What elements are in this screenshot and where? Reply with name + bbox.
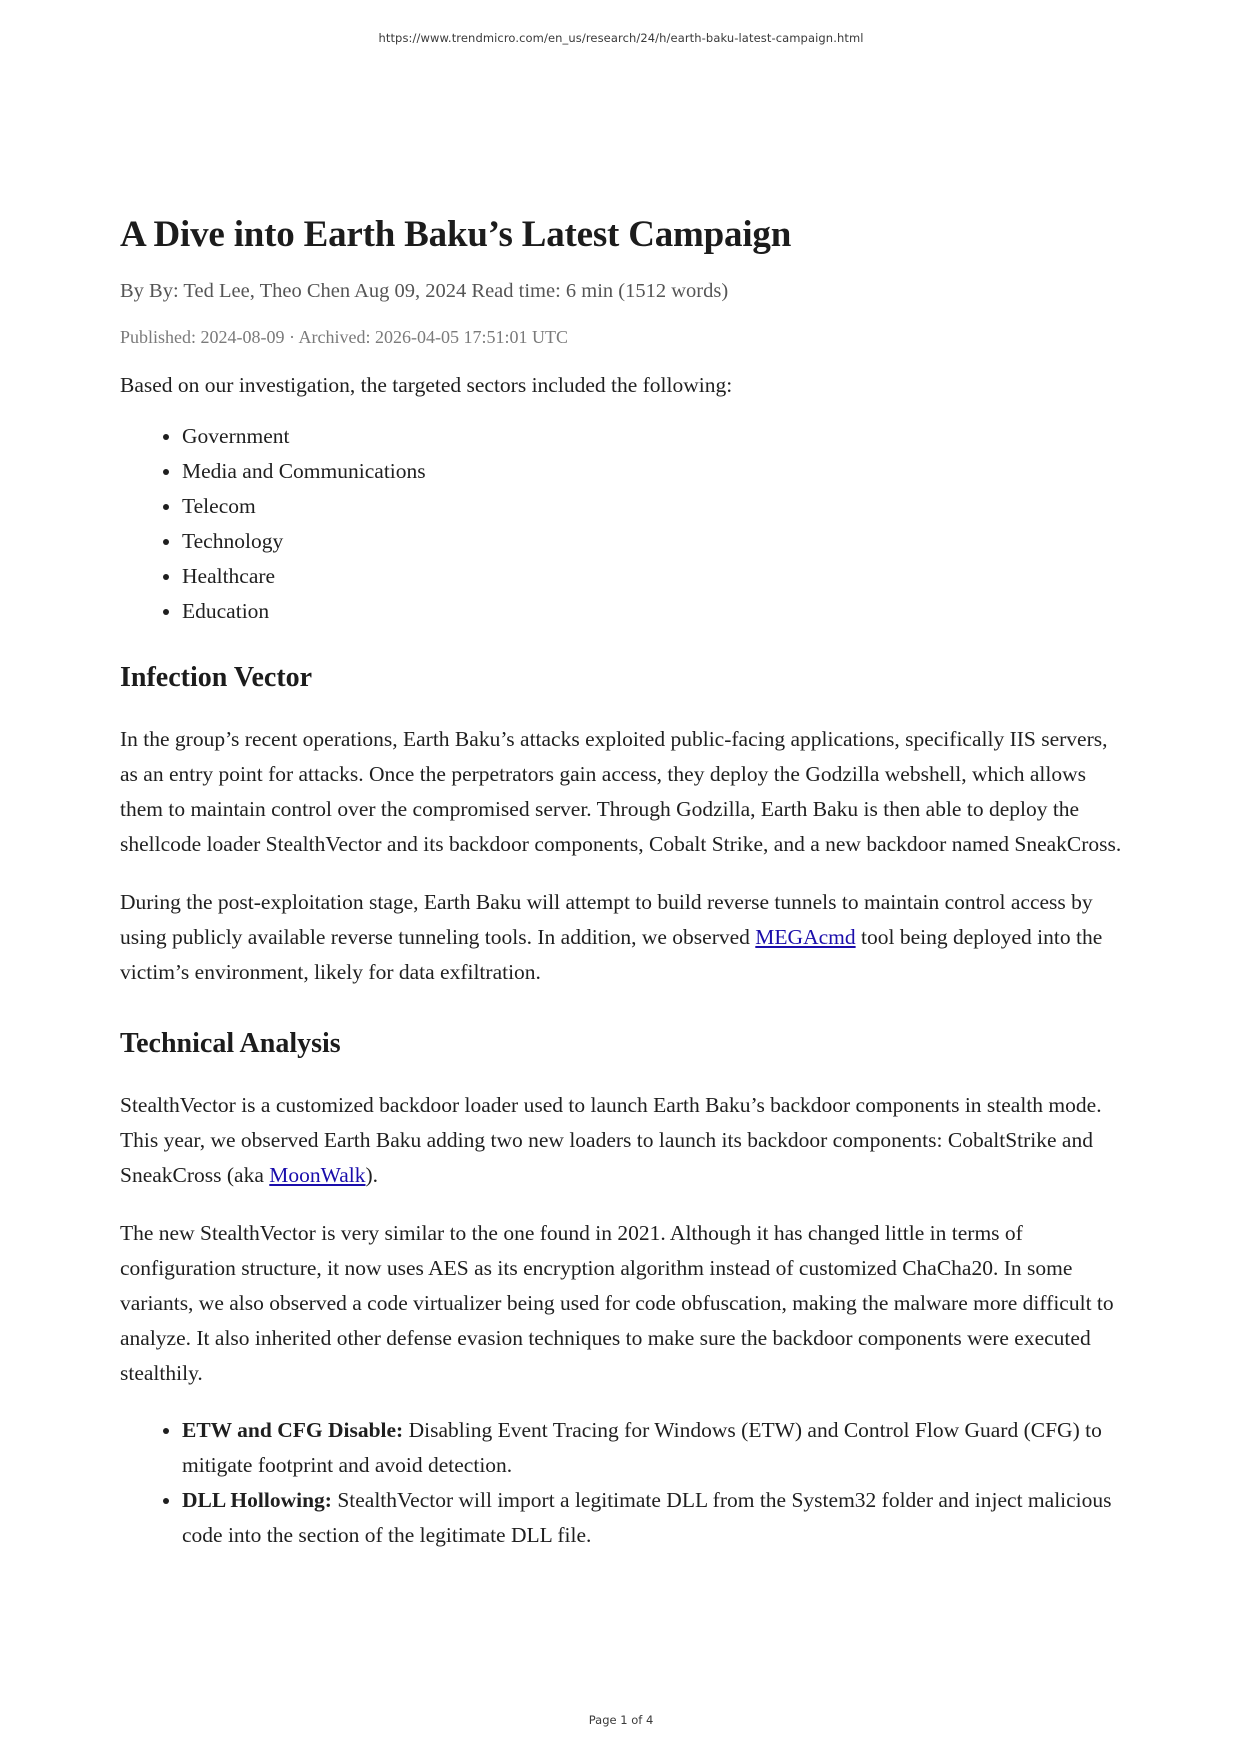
evasion-technique-list [120,1413,1130,1553]
page-number: Page 1 of 4 [588,1713,654,1727]
article-title: A Dive into Earth Baku’s Latest Campaign [120,214,792,255]
infection-vector-paragraph-2 [120,885,1130,990]
list-item: • Technology [182,524,1130,559]
paragraph-text: StealthVector is a customized backdoor loader used to launch Earth Baku’s backdoor components in stealth mode. This year, we observed Earth Baku adding two new loaders to launch its backdoor components: CobaltStrike and SneakCross (aka [120,1093,1102,1187]
technique-description: Disabling Event Tracing for Windows (ETW) and Control Flow Guard (CFG) to mitigate footprint and avoid detection. [182,1418,1102,1477]
paragraph-text: During the post-exploitation stage, Earth Baku will attempt to build reverse tunnels to maintain control access by using publicly available reverse tunneling tools. In addition, we observed [120,890,1093,949]
list-item: • Healthcare [182,559,1130,594]
list-item: • Education [182,594,1130,629]
paragraph-text: tool being deployed into the victim’s environment, likely for data exfiltration. [120,925,1103,984]
technique-description: StealthVector will import a legitimate DLL from the System32 folder and inject malicious code into the section of the legitimate DLL file. [182,1488,1112,1547]
publication-info: Published: 2024-08-09 · Archived: 2026-04-05 17:51:01 UTC [120,327,568,347]
paragraph-text: ). [365,1163,379,1187]
list-item [182,1483,1130,1553]
technical-analysis-paragraph-1 [120,1088,1130,1193]
source-url: https://www.trendmicro.com/en_us/research/24/h/earth-baku-latest-campaign.html [378,31,864,45]
section-heading-infection-vector: Infection Vector [120,662,313,693]
megacmd-link[interactable]: MEGAcmd [755,925,856,949]
intro-paragraph: Based on our investigation, the targeted sectors included the following: [120,373,733,397]
infection-vector-paragraph-1: In the group’s recent operations, Earth Baku’s attacks exploited public-facing applications, specifically IIS servers, as an entry point for attacks. Once the perpetrators gain access, they deploy the Godzilla webshell, which allows them to maintain control over the compromised server. Through Godzilla, Earth Baku is then able to deploy the shellcode loader StealthVector and its backdoor components, Cobalt Strike, and a new backdoor named SneakCross. [120,727,1122,856]
technique-label: ETW and CFG Disable: [182,1418,404,1442]
list-item [182,1413,1130,1483]
article-byline: By By: Ted Lee, Theo Chen Aug 09, 2024 Read time: 6 min (1512 words) [120,280,729,302]
article [120,208,1130,1553]
technique-label: DLL Hollowing: [182,1488,332,1512]
sector-list [120,419,1130,629]
technical-analysis-paragraph-2: The new StealthVector is very similar to the one found in 2021. Although it has changed little in terms of configuration structure, it now uses AES as its encryption algorithm instead of customized ChaCha20. In some variants, we also observed a code virtualizer being used for code obfuscation, making the malware more difficult to analyze. It also inherited other defense evasion techniques to make sure the backdoor components were executed stealthily. [120,1221,1114,1385]
moonwalk-link[interactable]: MoonWalk [269,1163,366,1187]
list-item: • Government [182,419,1130,454]
section-heading-technical-analysis: Technical Analysis [120,1028,341,1059]
list-item: • Telecom [182,489,1130,524]
list-item: • Media and Communications [182,454,1130,489]
